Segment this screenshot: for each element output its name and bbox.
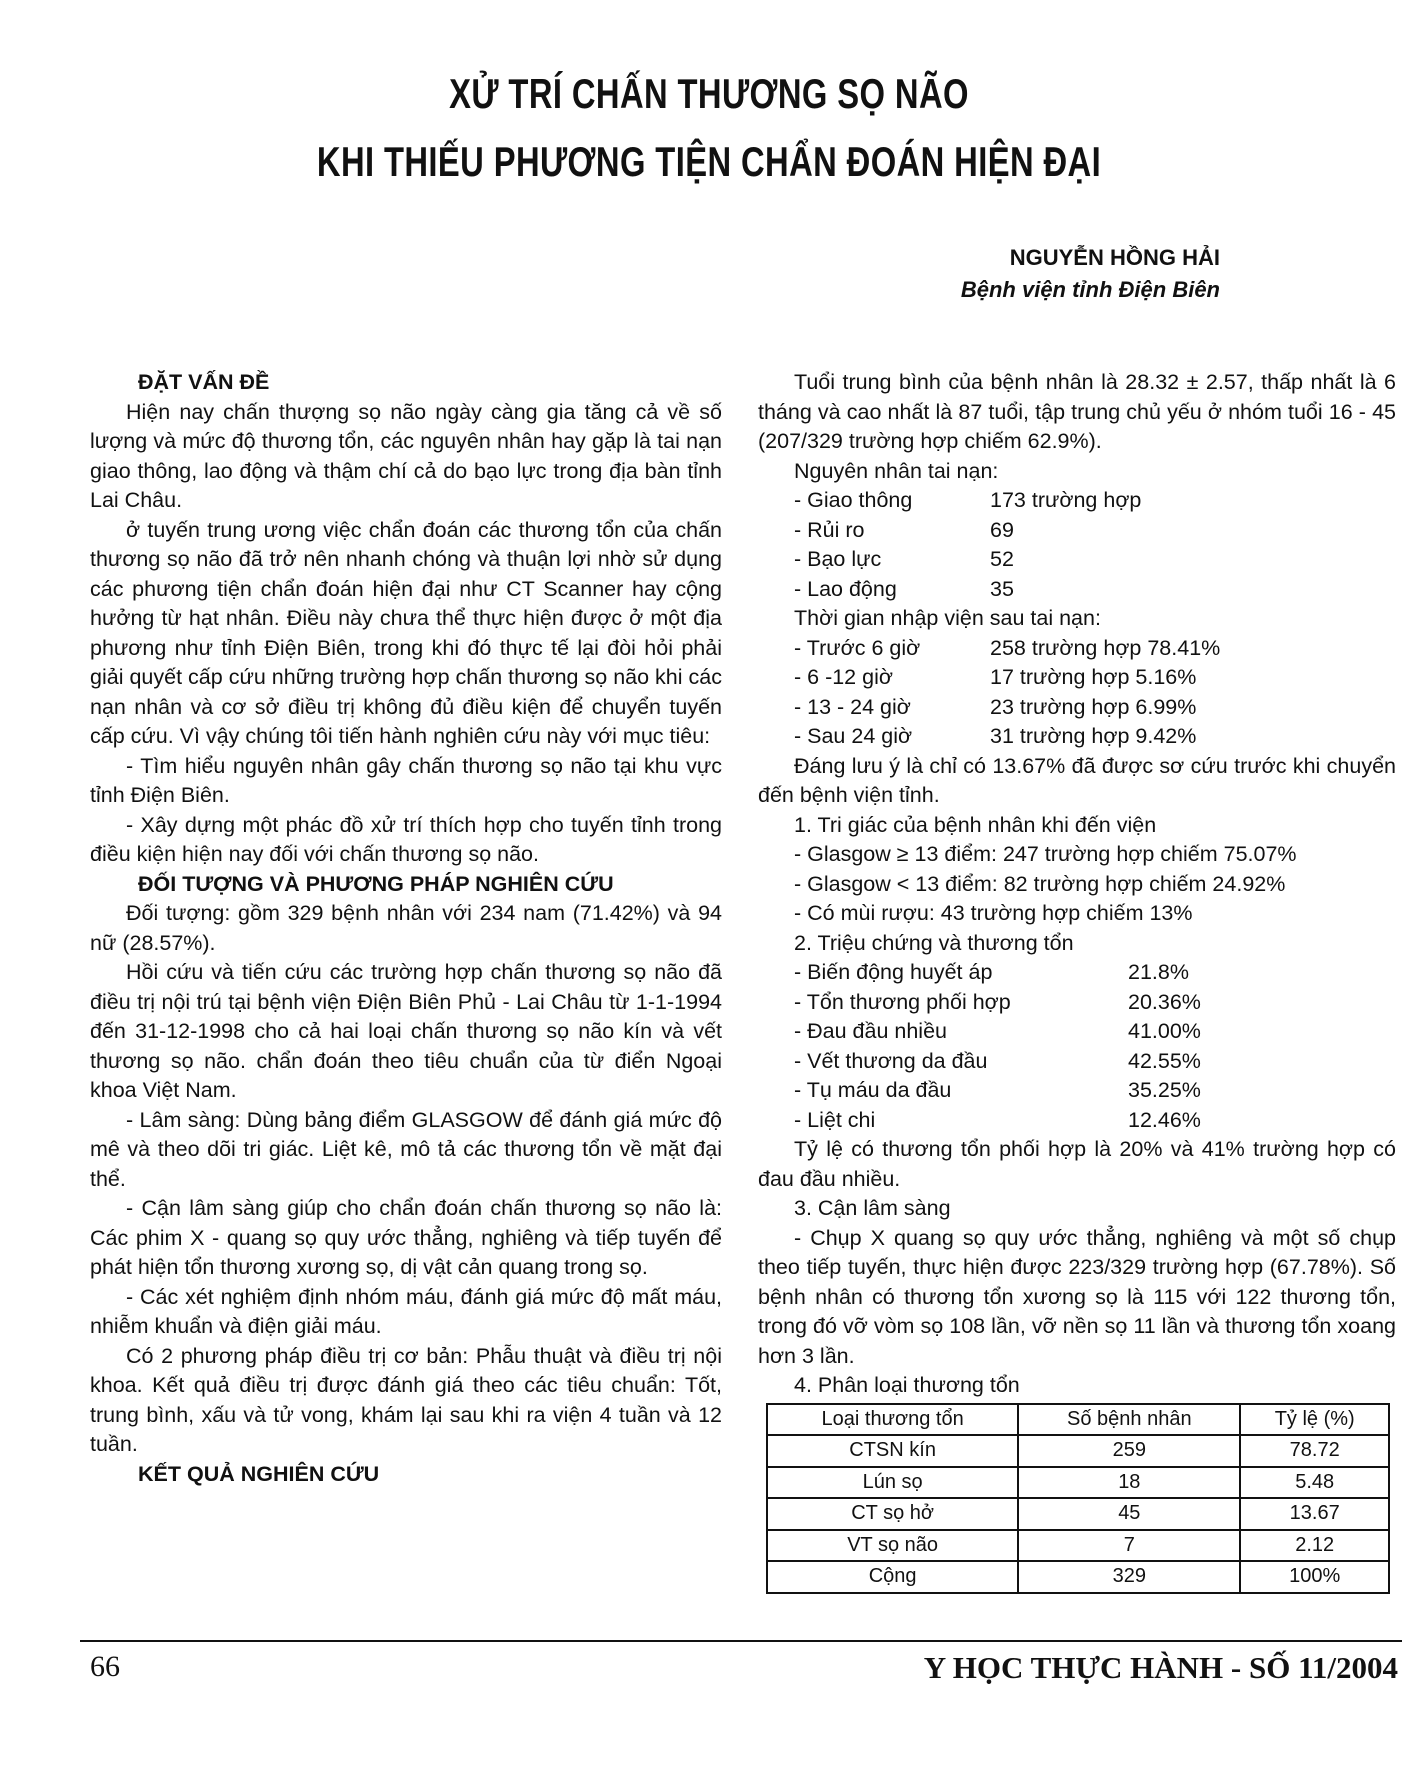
time-row bbox=[758, 663, 1396, 693]
table-cell: VT sọ não bbox=[767, 1530, 1018, 1562]
paragraph: Tỷ lệ có thương tổn phối hợp là 20% và 41% trường hợp có đau đầu nhiều. bbox=[758, 1137, 1396, 1191]
cause-value: 52 bbox=[990, 547, 1014, 571]
table-header-cell: Loại thương tổn bbox=[767, 1404, 1018, 1436]
symptom-label: - Liệt chi bbox=[794, 1107, 876, 1132]
section-2-heading: 2. Triệu chứng và thương tổn bbox=[794, 930, 1074, 955]
cause-label: - Rủi ro bbox=[794, 517, 865, 542]
table-cell: 7 bbox=[1018, 1530, 1240, 1562]
paragraph: Tuổi trung bình của bệnh nhân là 28.32 ± 2.57, thấp nhất là 6 tháng và cao nhất là 87 tuổi, tập trung chủ yếu ở nhóm tuổi 16 - 45 (207/329 trường hợp chiếm 62.9%). bbox=[758, 370, 1396, 453]
symptom-label: - Đau đầu nhiều bbox=[794, 1019, 947, 1043]
table-cell: CTSN kín bbox=[767, 1435, 1018, 1467]
objective-item: - Xây dựng một phác đồ xử trí thích hợp cho tuyến tỉnh trong điều kiện hiện nay đối với chấn thương sọ não. bbox=[90, 812, 722, 866]
symptom-value: 21.8% bbox=[1128, 960, 1189, 984]
table-header-cell: Số bệnh nhân bbox=[1018, 1404, 1240, 1436]
glasgow-item: - Glasgow ≥ 13 điểm: 247 trường hợp chiếm 75.07% bbox=[794, 842, 1297, 866]
right-column bbox=[758, 368, 1396, 1594]
symptom-row bbox=[758, 958, 1396, 988]
symptom-row bbox=[758, 1047, 1396, 1077]
paragraph: ở tuyến trung ương việc chẩn đoán các thương tổn của chấn thương sọ não đã trở nên nhanh chóng và thuận lợi nhờ sử dụng các phương tiện chẩn đoán hiện đại như CT Scanner hay cộng hưởng từ hạt nhân. Điều này chưa thể thực hiện được ở một địa phương như tỉnh Điện Biên, trong khi đó thực tế lại đòi hỏi phải giải quyết cấp cứu những trường hợp chấn thương sọ não khi các nạn nhân và cơ sở điều trị không đủ điều kiện để chuyển tuyến cấp cứu. Vì vậy chúng tôi tiến hành nghiên cứu này với mục tiêu: bbox=[90, 517, 722, 748]
table-cell: 329 bbox=[1018, 1561, 1240, 1593]
paragraph: Đáng lưu ý là chỉ có 13.67% đã được sơ cứu trước khi chuyển đến bệnh viện tỉnh. bbox=[758, 753, 1396, 807]
time-value: 31 trường hợp 9.42% bbox=[990, 724, 1197, 748]
title-line-2: KHI THIẾU PHƯƠNG TIỆN CHẨN ĐOÁN HIỆN ĐẠI bbox=[316, 138, 1102, 185]
time-label: - 6 -12 giờ bbox=[794, 665, 893, 689]
glasgow-item: - Có mùi rượu: 43 trường hợp chiếm 13% bbox=[794, 901, 1193, 925]
time-heading: Thời gian nhập viện sau tai nạn: bbox=[794, 606, 1101, 630]
cause-value: 35 bbox=[990, 576, 1014, 601]
title-line-1: XỬ TRÍ CHẤN THƯƠNG SỌ NÃO bbox=[449, 70, 969, 117]
footer-divider bbox=[80, 1640, 1402, 1642]
cause-label: - Bạo lực bbox=[794, 547, 882, 571]
symptom-value: 42.55% bbox=[1128, 1048, 1201, 1073]
time-value: 17 trường hợp 5.16% bbox=[990, 665, 1197, 689]
symptom-label: - Tổn thương phối hợp bbox=[794, 989, 1011, 1014]
table-cell: 18 bbox=[1018, 1467, 1240, 1499]
cause-row bbox=[758, 516, 1396, 546]
left-column bbox=[90, 368, 722, 1489]
table-cell: 78.72 bbox=[1240, 1435, 1389, 1467]
time-value: 23 trường hợp 6.99% bbox=[990, 694, 1197, 719]
table-cell: 45 bbox=[1018, 1498, 1240, 1530]
cause-value: 69 bbox=[990, 517, 1014, 542]
section-4-heading: 4. Phân loại thương tổn bbox=[794, 1373, 1020, 1397]
paragraph: Hồi cứu và tiến cứu các trường hợp chấn thương sọ não đã điều trị nội trú tại bệnh viện Điện Biên Phủ - Lai Châu từ 1-1-1994 đến 31-12-1998 cho cả hai loại chấn thương sọ não kín và vết thương sọ não. chẩn đoán theo tiêu chuẩn của từ điển Ngoại khoa Việt Nam. bbox=[90, 960, 722, 1102]
symptom-row bbox=[758, 988, 1396, 1018]
article-title bbox=[156, 60, 1262, 196]
heading-dat-van-de: ĐẶT VẤN ĐỀ bbox=[138, 370, 270, 394]
cause-value: 173 trường hợp bbox=[990, 488, 1142, 512]
table-cell: 13.67 bbox=[1240, 1498, 1389, 1530]
section-3-heading: 3. Cận lâm sàng bbox=[794, 1196, 951, 1220]
table-header-row bbox=[767, 1404, 1389, 1436]
author-affiliation: Bệnh viện tỉnh Điện Biên bbox=[960, 277, 1220, 302]
symptom-row bbox=[758, 1106, 1396, 1136]
paragraph: Có 2 phương pháp điều trị cơ bản: Phẫu thuật và điều trị nội khoa. Kết quả điều trị được đánh giá theo các tiêu chuẩn: Tốt, trung bình, xấu và tử vong, khám lại sau khi ra viện 4 tuần và 12 tuần. bbox=[90, 1343, 722, 1456]
time-value: 258 trường hợp 78.41% bbox=[990, 635, 1221, 660]
symptom-row bbox=[758, 1076, 1396, 1106]
paragraph: Đối tượng: gồm 329 bệnh nhân với 234 nam (71.42%) và 94 nữ (28.57%). bbox=[90, 901, 722, 955]
symptom-value: 12.46% bbox=[1128, 1107, 1201, 1132]
table-row bbox=[767, 1435, 1389, 1467]
paragraph: - Các xét nghiệm định nhóm máu, đánh giá mức độ mất máu, nhiễm khuẩn và điện giải máu. bbox=[90, 1284, 722, 1338]
table-cell: 100% bbox=[1240, 1561, 1389, 1593]
paragraph: - Lâm sàng: Dùng bảng điểm GLASGOW để đánh giá mức độ mê và theo dõi tri giác. Liệt kê, mô tả các thương tổn về mặt đại thể. bbox=[90, 1107, 722, 1191]
author-block bbox=[961, 242, 1220, 306]
cause-row bbox=[758, 545, 1396, 575]
glasgow-item: - Glasgow < 13 điểm: 82 trường hợp chiếm 24.92% bbox=[794, 871, 1286, 896]
symptom-label: - Vết thương da đầu bbox=[794, 1048, 988, 1073]
cause-label: - Giao thông bbox=[794, 488, 913, 512]
table-cell: 259 bbox=[1018, 1435, 1240, 1467]
paragraph: - Chụp X quang sọ quy ước thẳng, nghiêng và một số chụp theo tiếp tuyến, thực hiện được 223/329 trường hợp (67.78%). Số bệnh nhân có thương tổn xương sọ là 115 với 122 thương tổn, trong đó vỡ vòm sọ 108 lần, vỡ nền sọ 11 lần và thương tổn xoang hơn 3 lần. bbox=[758, 1225, 1396, 1368]
cause-row bbox=[758, 575, 1396, 605]
cause-heading: Nguyên nhân tai nạn: bbox=[794, 458, 999, 483]
symptom-label: - Biến động huyết áp bbox=[794, 960, 993, 984]
table-row bbox=[767, 1467, 1389, 1499]
cause-row bbox=[758, 486, 1396, 516]
classification-table bbox=[766, 1403, 1390, 1594]
table-total-row bbox=[767, 1561, 1389, 1593]
symptom-label: - Tụ máu da đầu bbox=[794, 1078, 952, 1102]
paragraph: - Cận lâm sàng giúp cho chẩn đoán chấn thương sọ não là: Các phim X - quang sọ quy ước thẳng, nghiêng và tiếp tuyến để phát hiện tổn thương xương sọ, dị vật cản quang trong sọ. bbox=[90, 1196, 722, 1279]
objective-item: - Tìm hiểu nguyên nhân gây chấn thương sọ não tại khu vực tỉnh Điện Biên. bbox=[90, 753, 722, 807]
time-label: - Trước 6 giờ bbox=[794, 635, 921, 660]
section-1-heading: 1. Tri giác của bệnh nhân khi đến viện bbox=[794, 812, 1157, 837]
symptom-value: 20.36% bbox=[1128, 989, 1201, 1014]
time-row bbox=[758, 693, 1396, 723]
journal-name: Y HỌC THỰC HÀNH - SỐ 11/2004 bbox=[923, 1650, 1398, 1685]
author-name: NGUYỄN HỒNG HẢI bbox=[1009, 245, 1220, 270]
table-row bbox=[767, 1498, 1389, 1530]
table-cell: 5.48 bbox=[1240, 1467, 1389, 1499]
table-cell: Cộng bbox=[767, 1561, 1018, 1593]
paragraph: Hiện nay chấn thượng sọ não ngày càng gia tăng cả về số lượng và mức độ thương tổn, các nguyên nhân hay gặp là tai nạn giao thông, lao động và thậm chí cả do bạo lực trong địa bàn tỉnh Lai Châu. bbox=[90, 399, 722, 512]
symptom-row bbox=[758, 1017, 1396, 1047]
time-row bbox=[758, 634, 1396, 664]
table-cell: CT sọ hở bbox=[767, 1498, 1018, 1530]
symptom-value: 35.25% bbox=[1128, 1078, 1201, 1102]
heading-ket-qua: KẾT QUẢ NGHIÊN CỨU bbox=[138, 1461, 380, 1486]
table-header-cell: Tỷ lệ (%) bbox=[1240, 1404, 1389, 1436]
table-cell: 2.12 bbox=[1240, 1530, 1389, 1562]
time-row bbox=[758, 722, 1396, 752]
table-row bbox=[767, 1530, 1389, 1562]
time-label: - Sau 24 giờ bbox=[794, 724, 913, 748]
symptom-value: 41.00% bbox=[1128, 1019, 1201, 1043]
time-label: - 13 - 24 giờ bbox=[794, 694, 911, 719]
table-cell: Lún sọ bbox=[767, 1467, 1018, 1499]
cause-label: - Lao động bbox=[794, 576, 897, 601]
page-number: 66 bbox=[90, 1650, 120, 1683]
heading-doi-tuong: ĐỐI TƯỢNG VÀ PHƯƠNG PHÁP NGHIÊN CỨU bbox=[138, 871, 614, 896]
